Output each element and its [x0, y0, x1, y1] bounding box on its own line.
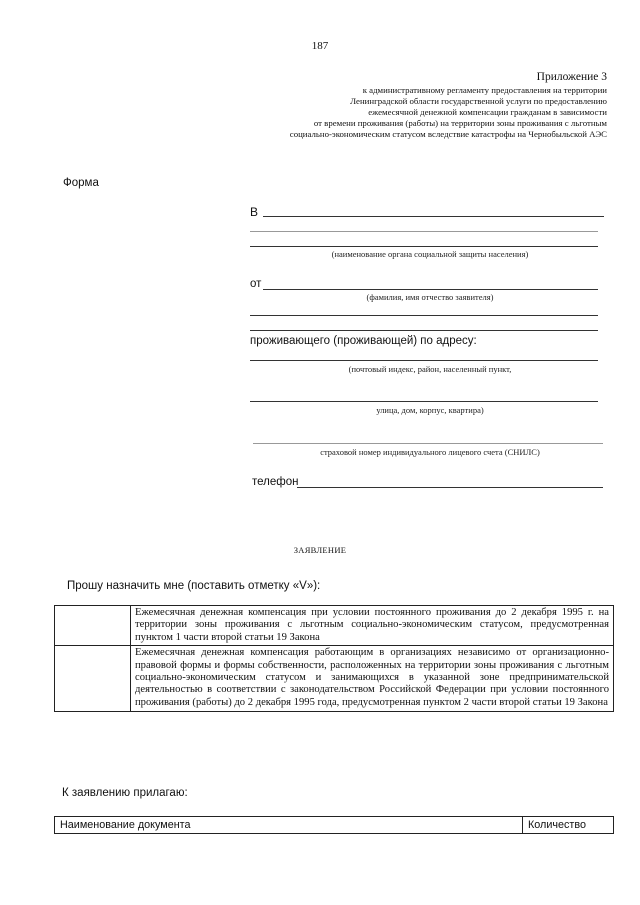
snils-hint: страховой номер индивидуального лицевого счета (СНИЛС)	[320, 447, 540, 457]
appendix-line: от времени проживания (работы) на территории зоны проживания с льготным	[313, 118, 607, 128]
phone-label: телефон	[252, 476, 299, 488]
attachments-table	[54, 816, 614, 834]
street-hint: улица, дом, корпус, квартира)	[376, 405, 484, 415]
option-checkbox-cell[interactable]	[55, 606, 131, 645]
to-prefix: В	[250, 205, 259, 219]
from-hint: (фамилия, имя отчество заявителя)	[366, 292, 494, 302]
appendix-description	[187, 85, 607, 140]
appendix-line: Ленинградской области государственной услуги по предоставлению	[350, 96, 607, 106]
page-number: 187	[311, 40, 329, 52]
form-label: Форма	[63, 177, 99, 189]
attachments-header-quantity: Количество	[528, 819, 586, 831]
appendix-title: Приложение 3	[536, 71, 607, 83]
options-table	[54, 605, 614, 712]
from-field-line-3[interactable]	[250, 330, 598, 331]
option-text: Ежемесячная денежная компенсация работающим в организациях независимо от организационно-правовой формы и формы собственности, расположенных на территории зоны проживания с льготным социально-экономическим статусом и занимающихся в указанной зоне предпринимательской деятельностью в соответствии с законодательством Российской Федерации при условии постоянного проживания (работы) до 2 декабря 1995 года, предусмотренная пунктом 2 части второй статьи 19 Закона	[135, 647, 609, 708]
snils-field-line[interactable]	[253, 443, 603, 444]
option-row	[55, 606, 613, 646]
appendix-line: ежемесячной денежной компенсации гражданам в зависимости	[368, 107, 607, 117]
from-prefix: от	[250, 278, 262, 290]
postal-hint: (почтовый индекс, район, населенный пункт,	[348, 364, 512, 374]
option-text: Ежемесячная денежная компенсация при условии постоянного проживания до 2 декабря 1995 г. на территории зоны проживания с льготным социально-экономическим статусом, предусмотренная пунктом 1 части второй статьи 19 Закона	[135, 607, 609, 643]
attach-label: К заявлению прилагаю:	[62, 787, 188, 799]
request-text: Прошу назначить мне (поставить отметку «V»):	[67, 580, 321, 592]
option-row	[55, 646, 613, 711]
to-hint: (наименование органа социальной защиты населения)	[331, 249, 529, 259]
appendix-line: социально-экономическим статусом вследствие катастрофы на Чернобыльской АЭС	[289, 129, 607, 139]
from-field-line[interactable]	[263, 289, 598, 290]
postal-field-line[interactable]	[250, 360, 598, 361]
to-field-line[interactable]	[263, 216, 604, 217]
to-field-line-3[interactable]	[250, 246, 598, 247]
street-field-line[interactable]	[250, 401, 598, 402]
residing-label: проживающего (проживающей) по адресу:	[250, 335, 477, 347]
statement-title: ЗАЯВЛЕНИЕ	[293, 545, 347, 555]
from-field-line-2[interactable]	[250, 315, 598, 316]
attachments-header-name: Наименование документа	[55, 817, 523, 833]
option-checkbox-cell[interactable]	[55, 646, 131, 711]
to-field-line-2[interactable]	[250, 231, 598, 232]
phone-field-line[interactable]	[297, 487, 603, 488]
appendix-line: к административному регламенту предоставления на территории	[362, 85, 607, 95]
